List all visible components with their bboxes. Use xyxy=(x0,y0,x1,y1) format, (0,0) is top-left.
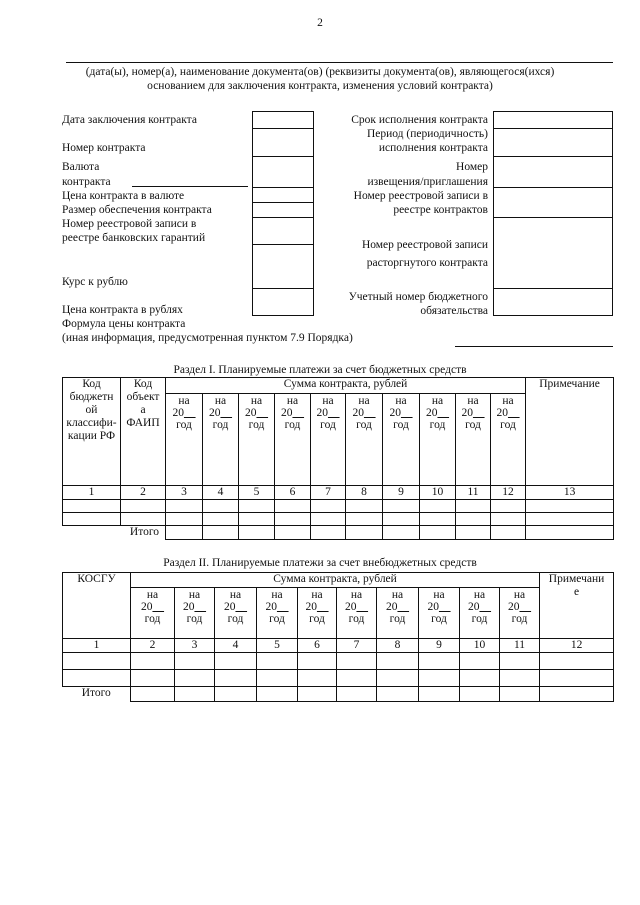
year-header: на 20__ год xyxy=(175,588,215,639)
column-number-row: 1 2 3 4 5 6 7 8 9 10 11 12 xyxy=(63,639,614,653)
exec-term-field[interactable] xyxy=(493,111,613,129)
label-exec-term: Срок исполнения контракта xyxy=(351,114,488,126)
section1-title: Раздел I. Планируемые платежи за счет бюджетных средств xyxy=(173,364,467,376)
year-header: на 20__ год xyxy=(215,588,257,639)
year-header: на 20__ год xyxy=(460,588,500,639)
label-contract-date: Дата заключения контракта xyxy=(62,114,197,126)
label-bank-guarantee-2: реестре банковских гарантий xyxy=(62,232,206,244)
section2-table xyxy=(62,572,614,702)
label-budget-2: обязательства xyxy=(420,305,488,317)
col-kosgu-header: КОСГУ xyxy=(63,573,131,639)
budget-obligation-field[interactable] xyxy=(493,288,613,316)
total-label: Итого xyxy=(63,526,166,540)
year-header: на 20__ год xyxy=(203,394,239,486)
col-kbk-header: Код бюджетн ой классифи- кации РФ xyxy=(63,378,121,486)
notice-number-field[interactable] xyxy=(493,156,613,188)
other-info-line[interactable] xyxy=(455,346,613,347)
year-header: на 20__ год xyxy=(491,394,526,486)
note-header: Примечани е xyxy=(540,573,614,639)
label-currency-2: контракта xyxy=(62,176,111,188)
column-number-row: 1 2 3 4 5 6 7 8 9 10 11 12 13 xyxy=(63,486,614,500)
table-row[interactable] xyxy=(63,513,614,526)
label-ruble-rate: Курс к рублю xyxy=(62,276,128,288)
caption-line-2: основанием для заключения контракта, изменения условий контракта) xyxy=(147,80,493,92)
label-security-size: Размер обеспечения контракта xyxy=(62,204,212,216)
year-header: на 20__ год xyxy=(500,588,540,639)
year-header: на 20__ год xyxy=(275,394,311,486)
table-row[interactable] xyxy=(63,653,614,670)
note-header: Примечание xyxy=(526,378,614,486)
label-price-formula: Формула цены контракта xyxy=(62,318,186,330)
registry-number-field[interactable] xyxy=(493,187,613,218)
year-header: на 20__ год xyxy=(420,394,456,486)
section1-table xyxy=(62,377,614,540)
sum-header: Сумма контракта, рублей xyxy=(166,378,526,394)
terminated-registry-field[interactable] xyxy=(493,217,613,289)
period-field[interactable] xyxy=(493,128,613,157)
label-registry-2: реестре контрактов xyxy=(393,204,488,216)
sum-header: Сумма контракта, рублей xyxy=(131,573,540,588)
year-header: на 20__ год xyxy=(346,394,383,486)
year-header: на 20__ год xyxy=(311,394,346,486)
year-header: на 20__ год xyxy=(419,588,460,639)
table-row[interactable] xyxy=(63,670,614,687)
label-registry-1: Номер реестровой записи в xyxy=(353,190,488,202)
currency-line[interactable] xyxy=(132,186,248,187)
year-header: на 20__ год xyxy=(239,394,275,486)
section2-title: Раздел II. Планируемые платежи за счет внебюджетных средств xyxy=(163,557,477,569)
label-period-2: исполнения контракта xyxy=(378,142,488,154)
label-price-rubles: Цена контракта в рублях xyxy=(62,304,183,316)
year-header: на 20__ год xyxy=(257,588,298,639)
year-header: на 20__ год xyxy=(131,588,175,639)
label-bank-guarantee-1: Номер реестровой записи в xyxy=(62,218,197,230)
label-currency-1: Валюта xyxy=(62,161,100,173)
total-row[interactable] xyxy=(63,687,614,702)
year-header: на 20__ год xyxy=(166,394,203,486)
label-price-currency: Цена контракта в валюте xyxy=(62,190,185,202)
label-terminated-2: расторгнутого контракта xyxy=(366,257,488,269)
year-header: на 20__ год xyxy=(456,394,491,486)
label-other-info: (иная информация, предусмотренная пунктом 7.9 Порядка) xyxy=(62,332,353,344)
year-header: на 20__ год xyxy=(298,588,337,639)
total-row[interactable] xyxy=(63,526,614,540)
label-period-1: Период (периодичность) xyxy=(366,128,488,140)
year-header: на 20__ год xyxy=(337,588,377,639)
total-label: Итого xyxy=(63,687,131,702)
col-faip-header: Код объект а ФАИП xyxy=(121,378,166,486)
label-budget-1: Учетный номер бюджетного xyxy=(348,291,488,303)
label-contract-number: Номер контракта xyxy=(62,142,146,154)
year-header: на 20__ год xyxy=(383,394,420,486)
document-basis-line[interactable] xyxy=(66,62,613,63)
year-header: на 20__ год xyxy=(377,588,419,639)
caption-line-1: (дата(ы), номер(а), наименование документа(ов) (реквизиты документа(ов), являющегося(ихся) xyxy=(85,66,555,78)
label-terminated-1: Номер реестровой записи xyxy=(361,239,488,251)
label-notice-1: Номер xyxy=(456,161,488,173)
label-notice-2: извещения/приглашения xyxy=(367,176,488,188)
page-number: 2 xyxy=(317,17,323,29)
table-row[interactable] xyxy=(63,500,614,513)
